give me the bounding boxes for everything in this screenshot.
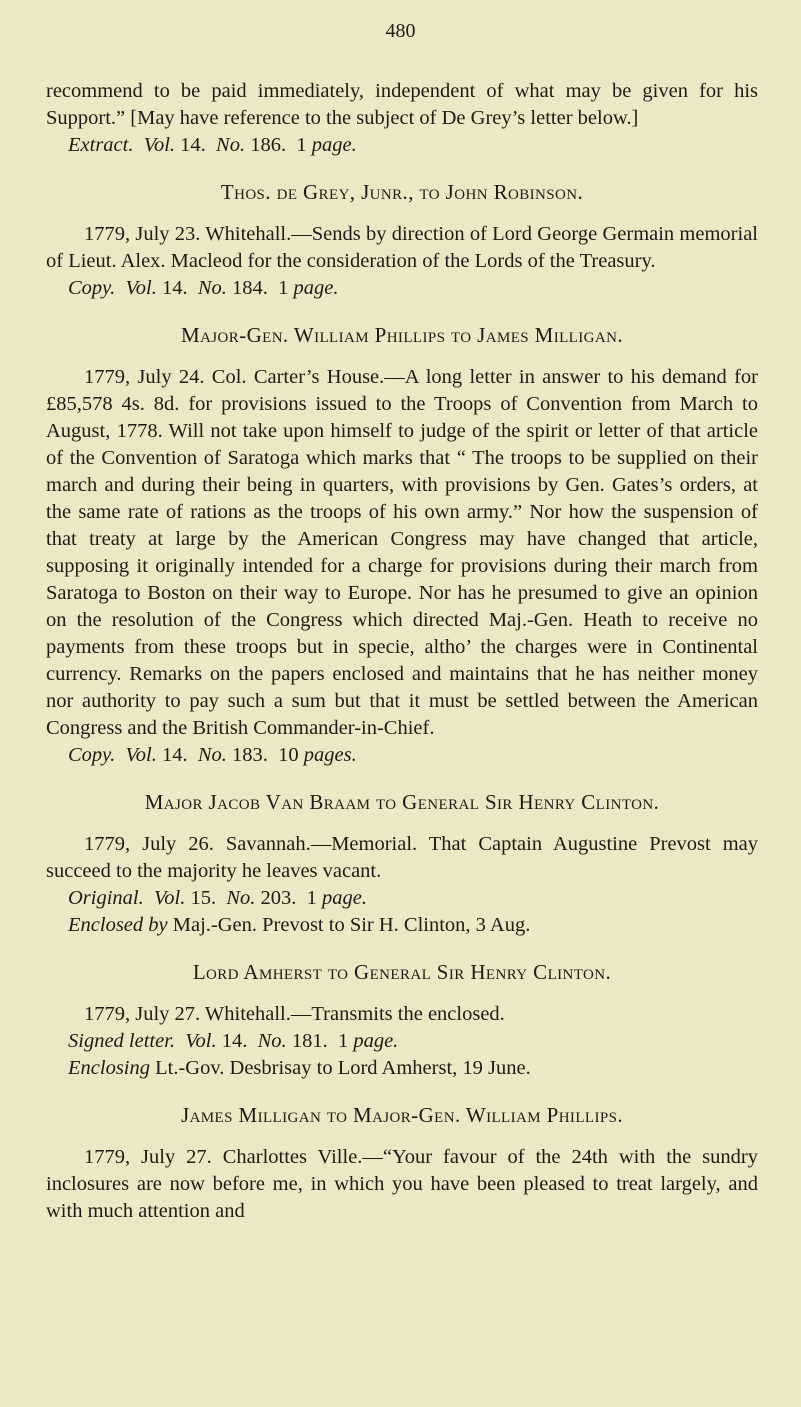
reference-pages-label: page.: [311, 134, 357, 156]
entry-heading: Major-Gen. William Phillips to James Milligan.: [181, 323, 623, 347]
entry-grey-robinson: [46, 179, 758, 302]
entry-body: 1779, July 26. Savannah.—Memorial. That Captain Augustine Prevost may succeed to the majority he leaves vacant.: [46, 833, 758, 882]
reference-vol: 14.: [180, 134, 206, 156]
reference-kind: Original.: [68, 887, 144, 909]
reference-pages-count: 1: [306, 887, 317, 909]
reference-no-label: No.: [197, 744, 227, 766]
entry-milligan-phillips: [46, 1102, 758, 1225]
reference-pages-count: 1: [296, 134, 307, 156]
page-content: [46, 78, 758, 1225]
reference-pages-count: 1: [337, 1030, 349, 1052]
reference-no-label: No.: [257, 1030, 287, 1052]
entry-heading: Thos. de Grey, Junr., to John Robinson.: [220, 180, 584, 204]
reference-kind: Copy.: [68, 744, 116, 766]
reference-no-label: No.: [226, 887, 256, 909]
reference-no: 183.: [232, 744, 268, 766]
entry-note: [46, 1055, 758, 1082]
reference-vol: 14.: [161, 277, 188, 299]
entry-reference: [46, 885, 758, 912]
entry-body: 1779, July 24. Col. Carter’s House.—A long letter in answer to his demand for £85,578 4s. 8d. for provisions issued to the Troops of Convention from March to August, 1778. Will not take upon himself to judge of the spirit or letter of that article of the Convention of Saratoga which marks that “ The troops to be supplied on their march and during their being in quarters, with provisions by Gen. Gates’s orders, at the same rate of rations as the troops of his own army.” Nor how the suspension of that treaty at large by the American Congress may have changed that article, supposing it originally intended for a charge for provisions during their march from Saratoga to Boston on their way to Europe. Nor has he presumed to give an opinion on the resolution of the Congress which directed Maj.-Gen. Heath to receive no payments from these troops but in specie, altho’ the charges were in Continental currency. Remarks on the papers enclosed and maintains that he has neither money nor authority to pay such a sum but that it must be settled between the American Congress and the British Commander-in-Chief.: [46, 366, 758, 739]
entry-reference: [46, 132, 758, 159]
reference-vol-label: Vol.: [154, 887, 186, 909]
reference-pages-label: page.: [293, 277, 339, 299]
entry-body: 1779, July 27. Charlottes Ville.—“Your favour of the 24th with the sundry inclosures are now before me, in which you have been pleased to treat largely, and with much attention and: [46, 1146, 758, 1222]
entry-amherst-clinton: [46, 959, 758, 1082]
reference-no-label: No.: [197, 277, 227, 299]
reference-no-label: No.: [216, 134, 246, 156]
entry-heading: Lord Amherst to General Sir Henry Clinton.: [192, 960, 612, 984]
reference-pages-label: pages.: [303, 744, 357, 766]
entry-heading: Major Jacob Van Braam to General Sir Henry Clinton.: [144, 790, 660, 814]
reference-no: 186.: [250, 134, 287, 156]
entry-body: recommend to be paid immediately, independent of what may be given for his Support.” [May have reference to the subject of De Grey’s letter below.]: [46, 80, 758, 129]
reference-pages-label: page.: [322, 887, 367, 909]
page-number: 480: [385, 20, 416, 42]
note-text: Lt.-Gov. Desbrisay to Lord Amherst, 19 June.: [155, 1057, 531, 1079]
entry-reference: [46, 275, 758, 302]
reference-vol: 14.: [161, 744, 188, 766]
reference-vol-label: Vol.: [185, 1030, 217, 1052]
reference-kind: Signed letter.: [68, 1030, 176, 1052]
note-text: Maj.-Gen. Prevost to Sir H. Clinton, 3 Aug.: [172, 914, 531, 936]
note-label: Enclosing: [68, 1057, 150, 1079]
reference-pages-count: 1: [278, 277, 289, 299]
entry-heading: James Milligan to Major-Gen. William Phillips.: [181, 1103, 623, 1127]
reference-no: 181.: [291, 1030, 328, 1052]
reference-pages-count: 10: [278, 744, 299, 766]
reference-vol: 14.: [221, 1030, 248, 1052]
reference-kind: Extract.: [68, 134, 134, 156]
reference-vol: 15.: [190, 887, 217, 909]
note-label: Enclosed by: [68, 914, 168, 936]
entry-vanbraam-clinton: [46, 789, 758, 939]
reference-vol-label: Vol.: [125, 744, 157, 766]
reference-no: 184.: [232, 277, 268, 299]
entry-body: 1779, July 23. Whitehall.—Sends by direction of Lord George Germain memorial of Lieut. Alex. Macleod for the consideration of the Lords of the Treasury.: [46, 223, 758, 272]
reference-no: 203.: [260, 887, 297, 909]
reference-pages-label: page.: [353, 1030, 399, 1052]
entry-note: [46, 912, 758, 939]
entry-reference: [46, 742, 758, 769]
reference-vol-label: Vol.: [125, 277, 157, 299]
entry-reference: [46, 1028, 758, 1055]
entry-intro: [46, 78, 758, 159]
reference-kind: Copy.: [68, 277, 116, 299]
reference-vol-label: Vol.: [143, 134, 176, 156]
entry-phillips-milligan: [46, 322, 758, 769]
entry-body: 1779, July 27. Whitehall.—Transmits the enclosed.: [84, 1003, 505, 1025]
